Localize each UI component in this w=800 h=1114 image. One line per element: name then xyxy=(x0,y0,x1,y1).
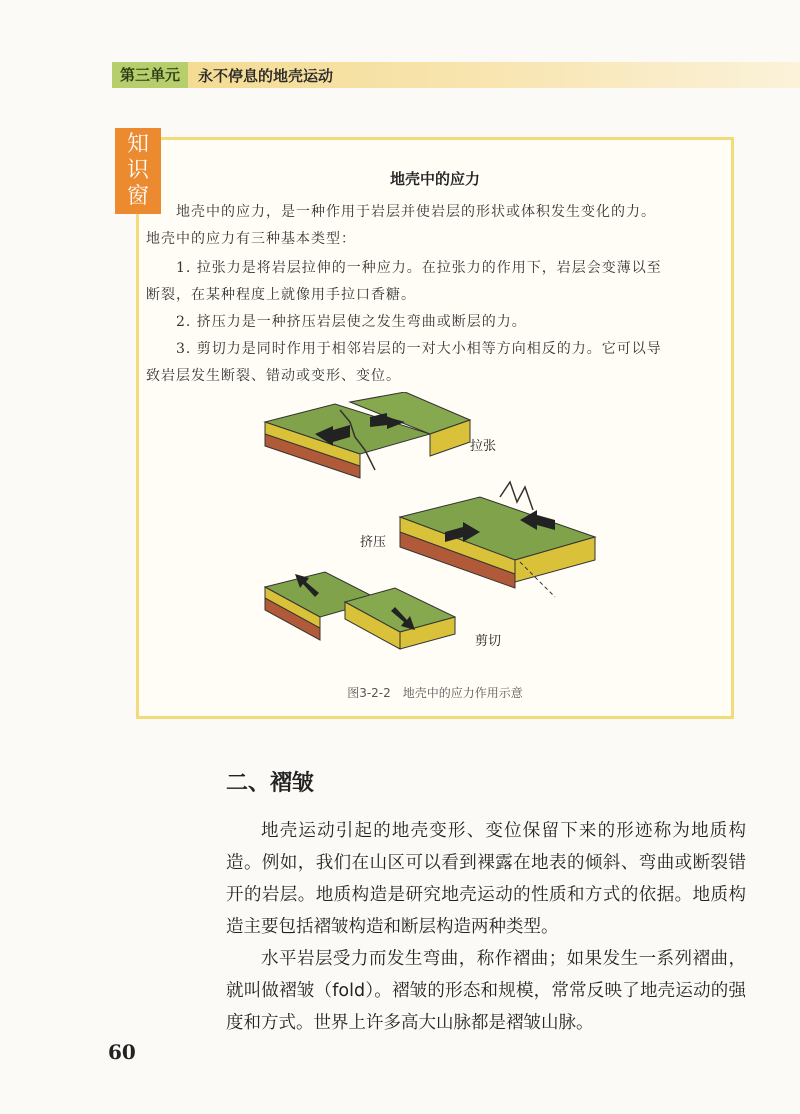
tension-block xyxy=(265,392,470,478)
knowledge-tag-char: 窗 xyxy=(126,184,149,209)
figure-caption: 图3-2-2 地壳中的应力作用示意 xyxy=(347,686,523,700)
label-tension: 拉张 xyxy=(470,439,497,454)
knowledge-tag-char: 识 xyxy=(126,158,149,183)
stress-diagram xyxy=(255,392,635,662)
knowledge-tag-char: 知 xyxy=(126,132,149,157)
item3-line-1: 3. 剪切力是同时作用于相邻岩层的一对大小相等方向相反的力。它可以导 xyxy=(176,341,662,357)
intro-line-2: 地壳中的应力有三种基本类型： xyxy=(146,231,356,247)
unit-label: 第三单元 xyxy=(112,62,188,88)
section-heading: 二、褶皱 xyxy=(226,771,315,796)
item1-line-2: 断裂，在某种程度上就像用手拉口香糖。 xyxy=(146,287,416,303)
label-shear: 剪切 xyxy=(475,634,502,649)
compression-block xyxy=(400,482,595,597)
unit-title: 永不停息的地壳运动 xyxy=(198,66,334,85)
paragraph-2: 水平岩层受力而发生弯曲，称作褶曲；如果发生一系列褶曲，就叫做褶皱（fold）。褶皱的形态和规模，常常反映了地壳运动的强度和方式。世界上许多高大山脉都是褶皱山脉。 xyxy=(226,949,746,1033)
knowledge-title: 地壳中的应力 xyxy=(389,170,480,188)
item3-line-2: 致岩层发生断裂、错动或变形、变位。 xyxy=(146,368,401,384)
shear-block xyxy=(265,572,455,649)
paragraph-1: 地壳运动引起的地壳变形、变位保留下来的形迹称为地质构造。例如，我们在山区可以看到裸露在地表的倾斜、弯曲或断裂错开的岩层。地质构造是研究地壳运动的性质和方式的依据。地质构造主要包括褶皱构造和断层构造两种类型。 xyxy=(226,821,746,937)
intro-line-1: 地壳中的应力，是一种作用于岩层并使岩层的形状或体积发生变化的力。 xyxy=(176,204,656,220)
unit-header-bar xyxy=(112,62,800,88)
label-compression: 挤压 xyxy=(360,535,387,550)
item2: 2. 挤压力是一种挤压岩层使之发生弯曲或断层的力。 xyxy=(176,314,527,330)
page-number: 60 xyxy=(108,1040,136,1064)
section-body xyxy=(226,815,746,1039)
item1-line-1: 1. 拉张力是将岩层拉伸的一种应力。在拉张力的作用下，岩层会变薄以至 xyxy=(176,260,662,276)
